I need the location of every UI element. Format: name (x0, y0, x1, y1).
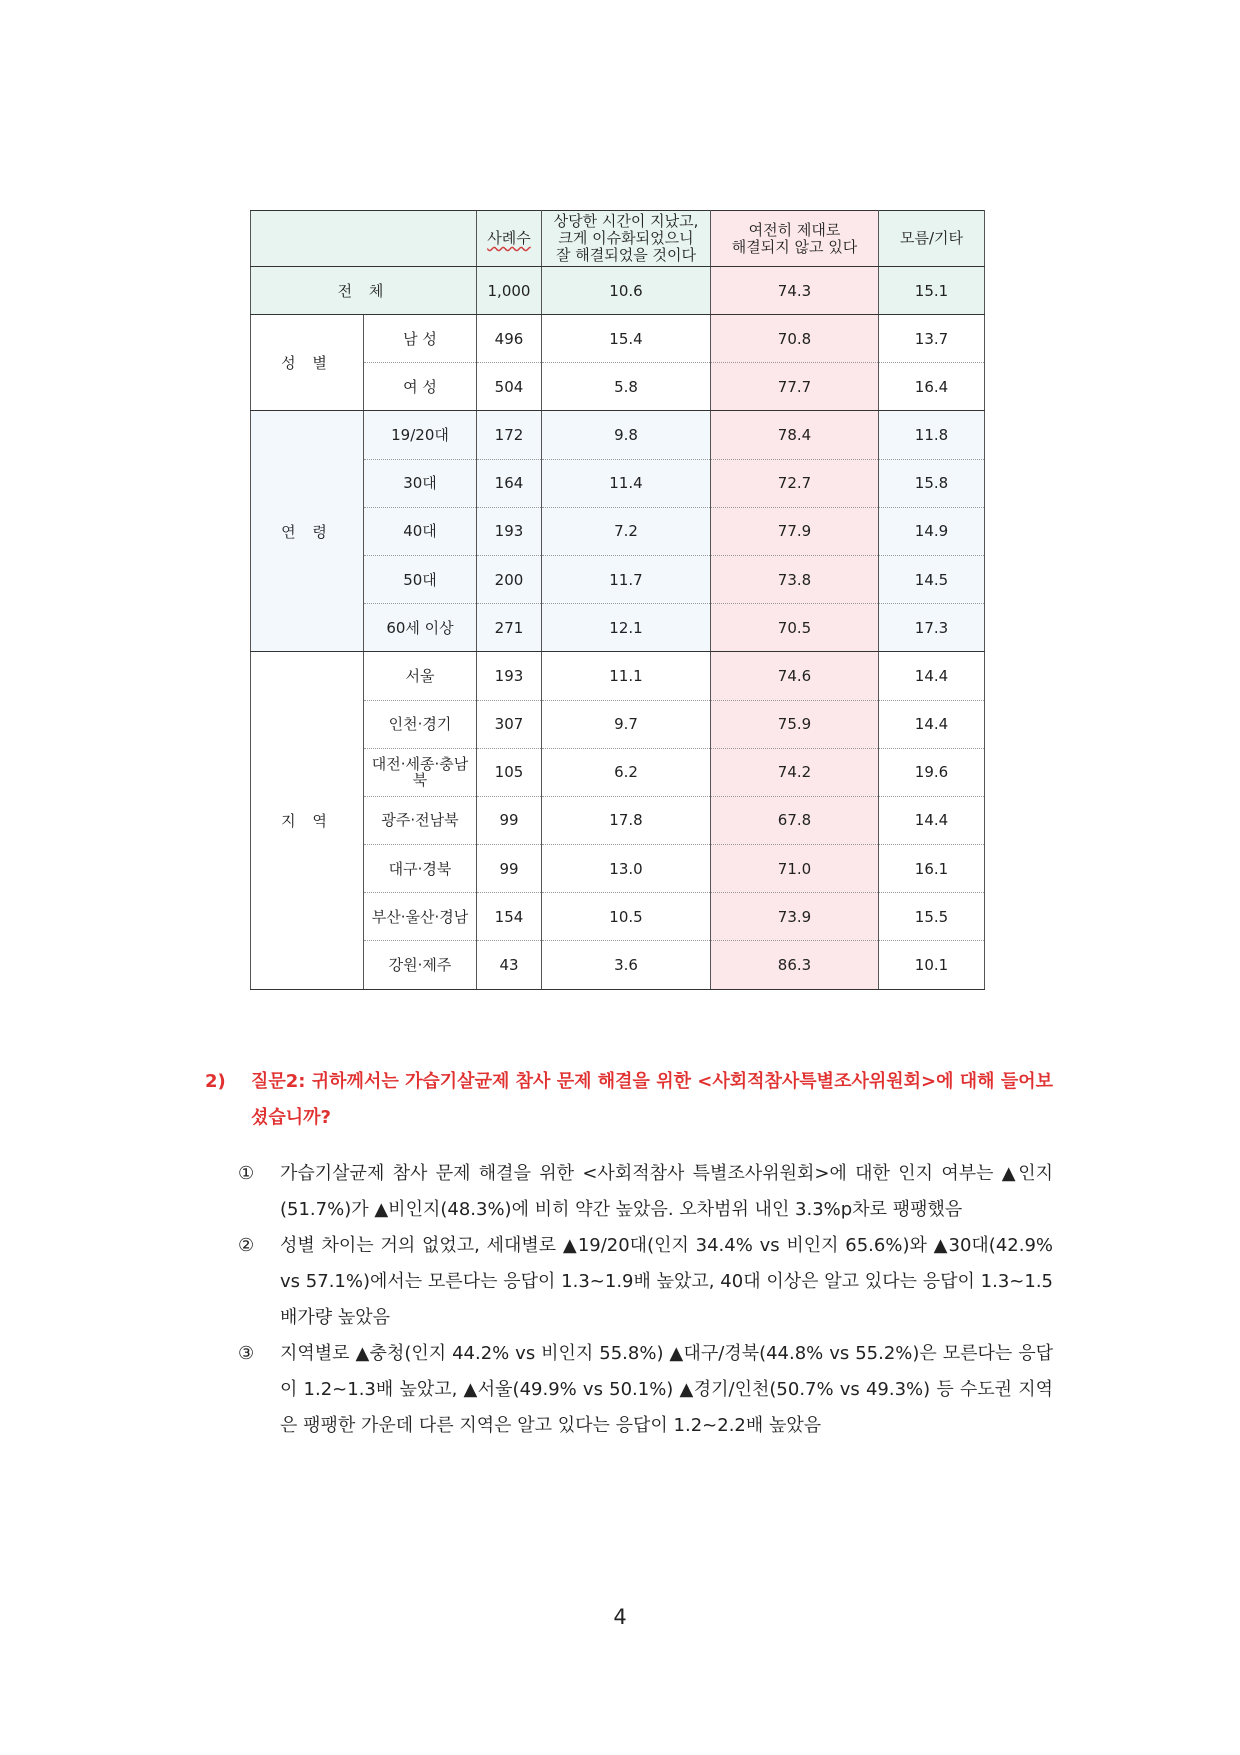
row-count: 271 (477, 604, 542, 652)
question-heading (205, 1064, 1053, 1136)
header-unresolved: 여전히 제대로 해결되지 않고 있다 (711, 211, 879, 267)
row-label: 30대 (364, 459, 477, 507)
row-label: 인천·경기 (364, 700, 477, 748)
row-count: 105 (477, 748, 542, 796)
header-count: 사례수 (477, 211, 542, 267)
row-resolved: 13.0 (542, 845, 711, 893)
answer-item (238, 1156, 1053, 1228)
table-row (251, 411, 985, 459)
row-label: 40대 (364, 507, 477, 555)
answer-marker: ③ (238, 1343, 255, 1364)
row-unknown: 14.4 (879, 796, 985, 844)
row-unknown: 19.6 (879, 748, 985, 796)
header-blank-cell (251, 211, 477, 267)
row-unresolved: 74.2 (711, 748, 879, 796)
row-label: 대구·경북 (364, 845, 477, 893)
row-unresolved: 73.9 (711, 893, 879, 941)
row-unknown: 14.5 (879, 555, 985, 603)
group-label: 연 령 (251, 411, 364, 652)
row-count: 154 (477, 893, 542, 941)
row-resolved: 9.8 (542, 411, 711, 459)
row-label: 광주·전남북 (364, 796, 477, 844)
row-unknown: 11.8 (879, 411, 985, 459)
row-unknown: 15.5 (879, 893, 985, 941)
row-resolved: 9.7 (542, 700, 711, 748)
table-row (251, 315, 985, 363)
total-unresolved: 74.3 (711, 267, 879, 315)
row-count: 193 (477, 652, 542, 700)
row-unresolved: 77.9 (711, 507, 879, 555)
row-resolved: 11.7 (542, 555, 711, 603)
row-unknown: 14.4 (879, 700, 985, 748)
answer-item (238, 1336, 1053, 1444)
row-count: 99 (477, 796, 542, 844)
row-label: 19/20대 (364, 411, 477, 459)
group-label: 성 별 (251, 315, 364, 411)
row-count: 200 (477, 555, 542, 603)
row-label: 부산·울산·경남 (364, 893, 477, 941)
question-text: 질문2: 귀하께서는 가습기살균제 참사 문제 해결을 위한 <사회적참사특별조사위원회>에 대해 들어보셨습니까? (251, 1071, 1053, 1128)
row-resolved: 11.1 (542, 652, 711, 700)
table-body (251, 267, 985, 990)
row-count: 504 (477, 363, 542, 411)
row-unresolved: 86.3 (711, 941, 879, 989)
row-unresolved: 77.7 (711, 363, 879, 411)
row-resolved: 5.8 (542, 363, 711, 411)
row-resolved: 15.4 (542, 315, 711, 363)
total-resolved: 10.6 (542, 267, 711, 315)
row-resolved: 12.1 (542, 604, 711, 652)
row-count: 99 (477, 845, 542, 893)
total-row (251, 267, 985, 315)
row-count: 193 (477, 507, 542, 555)
answer-list (238, 1156, 1053, 1444)
row-unresolved: 75.9 (711, 700, 879, 748)
row-label: 남 성 (364, 315, 477, 363)
row-resolved: 10.5 (542, 893, 711, 941)
row-unknown: 17.3 (879, 604, 985, 652)
row-unknown: 13.7 (879, 315, 985, 363)
answer-item (238, 1228, 1053, 1336)
answer-marker: ① (238, 1163, 255, 1184)
row-label: 서울 (364, 652, 477, 700)
row-label: 대전·세종·충남 북 (364, 748, 477, 796)
row-label: 여 성 (364, 363, 477, 411)
row-label: 강원·제주 (364, 941, 477, 989)
row-label: 50대 (364, 555, 477, 603)
survey-table (250, 210, 985, 990)
row-resolved: 7.2 (542, 507, 711, 555)
answer-text: 성별 차이는 거의 없었고, 세대별로 ▲19/20대(인지 34.4% vs 비인지 65.6%)와 ▲30대(42.9% vs 57.1%)에서는 모른다는 응답이 1.3~1.9배 높았고, 40대 이상은 알고 있다는 응답이 1.3~1.5배가량 높았음 (280, 1235, 1053, 1328)
table-row (251, 652, 985, 700)
answer-text: 지역별로 ▲충청(인지 44.2% vs 비인지 55.8%) ▲대구/경북(44.8% vs 55.2%)은 모른다는 응답이 1.2~1.3배 높았고, ▲서울(49.9% vs 50.1%) ▲경기/인천(50.7% vs 49.3%) 등 수도권 지역은 팽팽한 가운데 다른 지역은 알고 있다는 응답이 1.2~2.2배 높았음 (280, 1343, 1053, 1436)
row-unresolved: 70.5 (711, 604, 879, 652)
row-count: 172 (477, 411, 542, 459)
header-resolved: 상당한 시간이 지났고, 크게 이슈화되었으니 잘 해결되었을 것이다 (542, 211, 711, 267)
row-count: 496 (477, 315, 542, 363)
row-unresolved: 70.8 (711, 315, 879, 363)
answer-text: 가습기살균제 참사 문제 해결을 위한 <사회적참사 특별조사위원회>에 대한 인지 여부는 ▲인지(51.7%)가 ▲비인지(48.3%)에 비히 약간 높았음. 오차범위 내인 3.3%p차로 팽팽했음 (280, 1163, 1053, 1220)
row-unresolved: 73.8 (711, 555, 879, 603)
row-unresolved: 67.8 (711, 796, 879, 844)
row-resolved: 11.4 (542, 459, 711, 507)
row-unresolved: 78.4 (711, 411, 879, 459)
row-unknown: 14.9 (879, 507, 985, 555)
row-count: 164 (477, 459, 542, 507)
row-unresolved: 74.6 (711, 652, 879, 700)
row-resolved: 3.6 (542, 941, 711, 989)
total-unknown: 15.1 (879, 267, 985, 315)
row-count: 307 (477, 700, 542, 748)
table-header-row (251, 211, 985, 267)
group-label: 지 역 (251, 652, 364, 989)
row-unresolved: 72.7 (711, 459, 879, 507)
row-unresolved: 71.0 (711, 845, 879, 893)
page-number: 4 (613, 1605, 627, 1629)
row-unknown: 16.1 (879, 845, 985, 893)
row-unknown: 16.4 (879, 363, 985, 411)
header-unknown: 모름/기타 (879, 211, 985, 267)
row-unknown: 15.8 (879, 459, 985, 507)
row-resolved: 6.2 (542, 748, 711, 796)
total-count: 1,000 (477, 267, 542, 315)
row-unknown: 10.1 (879, 941, 985, 989)
row-count: 43 (477, 941, 542, 989)
question-number: 2) (205, 1071, 226, 1092)
total-label: 전 체 (251, 267, 477, 315)
row-label: 60세 이상 (364, 604, 477, 652)
row-resolved: 17.8 (542, 796, 711, 844)
row-unknown: 14.4 (879, 652, 985, 700)
answer-marker: ② (238, 1235, 255, 1256)
